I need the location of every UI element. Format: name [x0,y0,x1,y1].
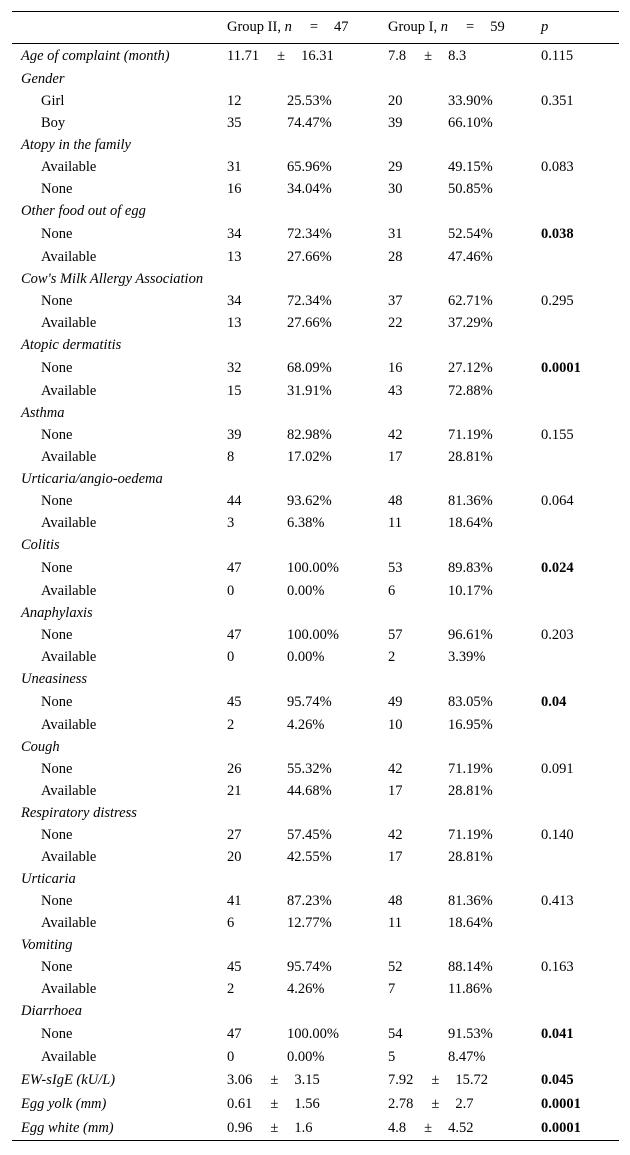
row-label: None [41,694,73,710]
table-row [12,978,619,1000]
plus-minus: ± [277,48,286,64]
group-1-percent: 27.12% [448,360,493,376]
section-row [12,736,619,758]
group-1-count: 2 [388,649,396,665]
table-row [12,424,619,446]
sd-value: 15.72 [455,1072,488,1088]
table-row [12,556,619,580]
group-1-percent: 52.54% [448,226,493,242]
group-2-count: 8 [227,449,235,465]
mean-value: 11.71 [227,48,260,64]
p-value: 0.163 [541,959,574,975]
group-1-count: 57 [388,627,403,643]
group-2-count: 44 [227,493,242,509]
row-label: None [41,493,73,509]
table-row [12,890,619,912]
section-label: Urticaria [21,871,76,887]
row-label: None [41,293,73,309]
row-label: Available [41,783,97,799]
group-2-percent: 25.53% [287,93,332,109]
group-1-percent: 88.14% [448,959,493,975]
group-1-count: 42 [388,761,403,777]
p-value: 0.351 [541,93,574,109]
group-2-count: 0 [227,583,235,599]
table-row [12,246,619,268]
section-row [12,402,619,424]
mean-value: 4.8 [388,1120,407,1136]
group-1-count: 5 [388,1049,396,1065]
row-label: None [41,181,73,197]
group-1-count: 20 [388,93,403,109]
row-label: Available [41,383,97,399]
table-row [12,1046,619,1068]
group-1-percent: 28.81% [448,783,493,799]
p-value: 0.083 [541,159,574,175]
group-1-percent: 50.85% [448,181,493,197]
group-1-count: 53 [388,560,403,576]
group-1-percent: 47.46% [448,249,493,265]
group-2-percent: 100.00% [287,560,339,576]
table-row [12,156,619,178]
sd-value: 4.52 [448,1120,474,1136]
mean-value: 0.61 [227,1096,253,1112]
group-1-count: 48 [388,893,403,909]
table-row [12,112,619,134]
section-row [12,68,619,90]
row-label: None [41,893,73,909]
section-row [12,534,619,556]
group-2-percent: 27.66% [287,315,332,331]
p-value: 0.091 [541,761,574,777]
p-value: 0.0001 [541,360,581,376]
mean-value: 7.8 [388,48,407,64]
sd-value: 3.15 [294,1072,320,1088]
group-1-count: 42 [388,427,403,443]
row-label: None [41,560,73,576]
group-1-percent: 3.39% [448,649,486,665]
group-2-percent: 65.96% [287,159,332,175]
table-row [12,580,619,602]
group-1-percent: 81.36% [448,493,493,509]
p-value: 0.0001 [541,1096,581,1112]
table-row [12,312,619,334]
p-value: 0.0001 [541,1120,581,1136]
table-row [12,1068,619,1092]
section-row [12,268,619,290]
table-row [12,780,619,802]
row-label: Available [41,649,97,665]
group-1-count: 6 [388,583,396,599]
group-2-count: 47 [227,560,242,576]
group-1-count: 10 [388,717,403,733]
group-1-percent: 89.83% [448,560,493,576]
section-label: Anaphylaxis [21,605,93,621]
group-1-count: 48 [388,493,403,509]
group-2-percent: 95.74% [287,959,332,975]
group-2-count: 47 [227,1026,242,1042]
row-label: None [41,1026,73,1042]
p-value: 0.041 [541,1026,574,1042]
group-2-percent: 93.62% [287,493,332,509]
group-2-percent: 74.47% [287,115,332,131]
mean-value: 7.92 [388,1072,414,1088]
group-2-count: 16 [227,181,242,197]
group-1-percent: 71.19% [448,827,493,843]
row-label: Available [41,915,97,931]
p-value: 0.413 [541,893,574,909]
section-row [12,868,619,890]
p-value: 0.295 [541,293,574,309]
plus-minus: ± [270,1120,279,1136]
table-body [12,44,619,1140]
group-1-count: 16 [388,360,403,376]
group-1-percent: 91.53% [448,1026,493,1042]
group-2-percent: 12.77% [287,915,332,931]
group-2-count: 20 [227,849,242,865]
mean-value: 3.06 [227,1072,253,1088]
group-1-count: 49 [388,694,403,710]
group-1-percent: 71.19% [448,761,493,777]
plus-minus: ± [270,1072,279,1088]
table-row [12,846,619,868]
section-label: Gender [21,71,65,87]
group-1-count: 28 [388,249,403,265]
group-2-count: 47 [227,627,242,643]
table-row [12,1022,619,1046]
p-value: 0.140 [541,827,574,843]
plus-minus: ± [270,1096,279,1112]
group-2-percent: 72.34% [287,226,332,242]
group-2-percent: 4.26% [287,717,325,733]
group-2-count: 45 [227,694,242,710]
group-1-count: 30 [388,181,403,197]
table-row [12,758,619,780]
sd-value: 1.56 [294,1096,320,1112]
group-2-count: 32 [227,360,242,376]
section-label: Uneasiness [21,671,88,687]
group-2-count: 2 [227,981,235,997]
p-value: 0.038 [541,226,574,242]
table-header [12,12,619,43]
row-label: Available [41,315,97,331]
group-1-percent: 11.86% [448,981,493,997]
group-2-count: 13 [227,315,242,331]
group-2-count: 13 [227,249,242,265]
group-1-percent: 96.61% [448,627,493,643]
group-1-percent: 83.05% [448,694,493,710]
table-row [12,356,619,380]
group-2-percent: 68.09% [287,360,332,376]
row-label: Available [41,249,97,265]
group-2-percent: 72.34% [287,293,332,309]
group-1-mean-sd [388,1068,488,1092]
section-row [12,334,619,356]
group-2-percent: 34.04% [287,181,332,197]
group-2-count: 34 [227,293,242,309]
group-2-percent: 27.66% [287,249,332,265]
p-value: 0.115 [541,48,574,64]
header-group-2: Group II, n = 47 [227,19,349,35]
table-row [12,690,619,714]
group-2-percent: 0.00% [287,649,325,665]
group-1-mean-sd [388,1116,473,1140]
row-label: None [41,427,73,443]
section-row [12,200,619,222]
group-1-percent: 62.71% [448,293,493,309]
section-row [12,134,619,156]
header-group-1: Group I, n = 59 [388,19,505,35]
group-2-count: 45 [227,959,242,975]
group-1-count: 52 [388,959,403,975]
group-2-count: 2 [227,717,235,733]
row-label: None [41,360,73,376]
section-label: Atopic dermatitis [21,337,122,353]
table-row [12,1116,619,1140]
group-1-percent: 33.90% [448,93,493,109]
group-2-percent: 100.00% [287,627,339,643]
group-2-count: 41 [227,893,242,909]
group-2-percent: 44.68% [287,783,332,799]
table-row [12,446,619,468]
row-label: EW-sIgE (kU/L) [21,1072,116,1088]
group-1-percent: 8.47% [448,1049,486,1065]
group-1-percent: 18.64% [448,515,493,531]
group-1-percent: 28.81% [448,849,493,865]
group-2-mean-sd [227,1116,312,1140]
group-2-count: 21 [227,783,242,799]
p-value: 0.045 [541,1072,574,1088]
section-row [12,468,619,490]
section-row [12,802,619,824]
sd-value: 1.6 [294,1120,313,1136]
row-label: Available [41,449,97,465]
section-row [12,1000,619,1022]
table-row [12,956,619,978]
row-label: None [41,959,73,975]
group-1-count: 17 [388,449,403,465]
row-label: None [41,761,73,777]
group-1-count: 43 [388,383,403,399]
group-1-count: 37 [388,293,403,309]
row-label: None [41,226,73,242]
row-label: Available [41,981,97,997]
table-row [12,178,619,200]
group-1-percent: 28.81% [448,449,493,465]
table-row [12,90,619,112]
group-2-count: 0 [227,649,235,665]
table-row [12,912,619,934]
p-value: 0.203 [541,627,574,643]
sd-value: 2.7 [455,1096,474,1112]
group-2-percent: 0.00% [287,583,325,599]
group-1-count: 17 [388,849,403,865]
row-label: Available [41,717,97,733]
group-2-count: 27 [227,827,242,843]
sd-value: 16.31 [301,48,334,64]
mean-value: 2.78 [388,1096,414,1112]
group-1-percent: 37.29% [448,315,493,331]
group-1-count: 29 [388,159,403,175]
row-label: None [41,827,73,843]
group-2-count: 15 [227,383,242,399]
group-1-count: 7 [388,981,396,997]
table-row [12,646,619,668]
group-2-percent: 100.00% [287,1026,339,1042]
section-label: Colitis [21,537,60,553]
section-label: Atopy in the family [21,137,131,153]
table-row [12,490,619,512]
group-1-count: 42 [388,827,403,843]
p-value: 0.064 [541,493,574,509]
table-row [12,380,619,402]
group-2-count: 35 [227,115,242,131]
plus-minus: ± [424,48,433,64]
plus-minus: ± [424,1120,433,1136]
section-label: Urticaria/angio-oedema [21,471,163,487]
section-row [12,668,619,690]
group-2-percent: 42.55% [287,849,332,865]
group-2-mean-sd [227,44,334,68]
row-label: Available [41,583,97,599]
table-row [12,714,619,736]
group-1-percent: 81.36% [448,893,493,909]
group-1-count: 17 [388,783,403,799]
group-2-count: 31 [227,159,242,175]
row-label: Available [41,159,97,175]
header-p-value: p [541,19,549,35]
group-1-count: 11 [388,515,402,531]
group-1-percent: 72.88% [448,383,493,399]
group-1-percent: 16.95% [448,717,493,733]
group-2-percent: 4.26% [287,981,325,997]
table-row [12,1092,619,1116]
group-1-percent: 18.64% [448,915,493,931]
group-2-percent: 57.45% [287,827,332,843]
section-label: Cow's Milk Allergy Association [21,271,204,287]
mean-value: 0.96 [227,1120,253,1136]
row-label: Girl [41,93,65,109]
table-row [12,44,619,68]
sd-value: 8.3 [448,48,467,64]
group-2-count: 26 [227,761,242,777]
group-1-mean-sd [388,44,466,68]
group-1-count: 22 [388,315,403,331]
group-1-mean-sd [388,1092,473,1116]
group-1-count: 54 [388,1026,403,1042]
p-value: 0.04 [541,694,567,710]
group-1-percent: 49.15% [448,159,493,175]
group-1-count: 11 [388,915,402,931]
group-2-count: 0 [227,1049,235,1065]
section-row [12,934,619,956]
plus-minus: ± [431,1072,440,1088]
group-1-percent: 10.17% [448,583,493,599]
row-label: Egg yolk (mm) [21,1096,107,1112]
row-label: Boy [41,115,66,131]
section-label: Diarrhoea [21,1003,82,1019]
row-label: Age of complaint (month) [21,48,170,64]
plus-minus: ± [431,1096,440,1112]
group-1-percent: 71.19% [448,427,493,443]
group-2-percent: 95.74% [287,694,332,710]
group-2-count: 6 [227,915,235,931]
section-row [12,602,619,624]
table-row [12,290,619,312]
group-2-percent: 17.02% [287,449,332,465]
p-value: 0.024 [541,560,574,576]
group-1-count: 31 [388,226,403,242]
group-2-count: 34 [227,226,242,242]
group-1-count: 39 [388,115,403,131]
section-label: Cough [21,739,60,755]
group-2-percent: 0.00% [287,1049,325,1065]
table-row [12,512,619,534]
group-2-count: 12 [227,93,242,109]
group-2-count: 3 [227,515,235,531]
group-2-percent: 82.98% [287,427,332,443]
group-2-percent: 6.38% [287,515,325,531]
section-label: Vomiting [21,937,73,953]
p-value: 0.155 [541,427,574,443]
results-table [12,11,619,1141]
row-label: Available [41,515,97,531]
row-label: Available [41,1049,97,1065]
row-label: Egg white (mm) [21,1120,114,1136]
section-label: Respiratory distress [21,805,137,821]
group-2-percent: 55.32% [287,761,332,777]
table-row [12,824,619,846]
section-label: Asthma [21,405,65,421]
group-2-count: 39 [227,427,242,443]
section-label: Other food out of egg [21,203,146,219]
table-row [12,222,619,246]
row-label: Available [41,849,97,865]
row-label: None [41,627,73,643]
bottom-rule [12,1140,619,1141]
group-2-mean-sd [227,1068,320,1092]
group-1-percent: 66.10% [448,115,493,131]
table-row [12,624,619,646]
group-2-percent: 31.91% [287,383,332,399]
group-2-percent: 87.23% [287,893,332,909]
group-2-mean-sd [227,1092,320,1116]
